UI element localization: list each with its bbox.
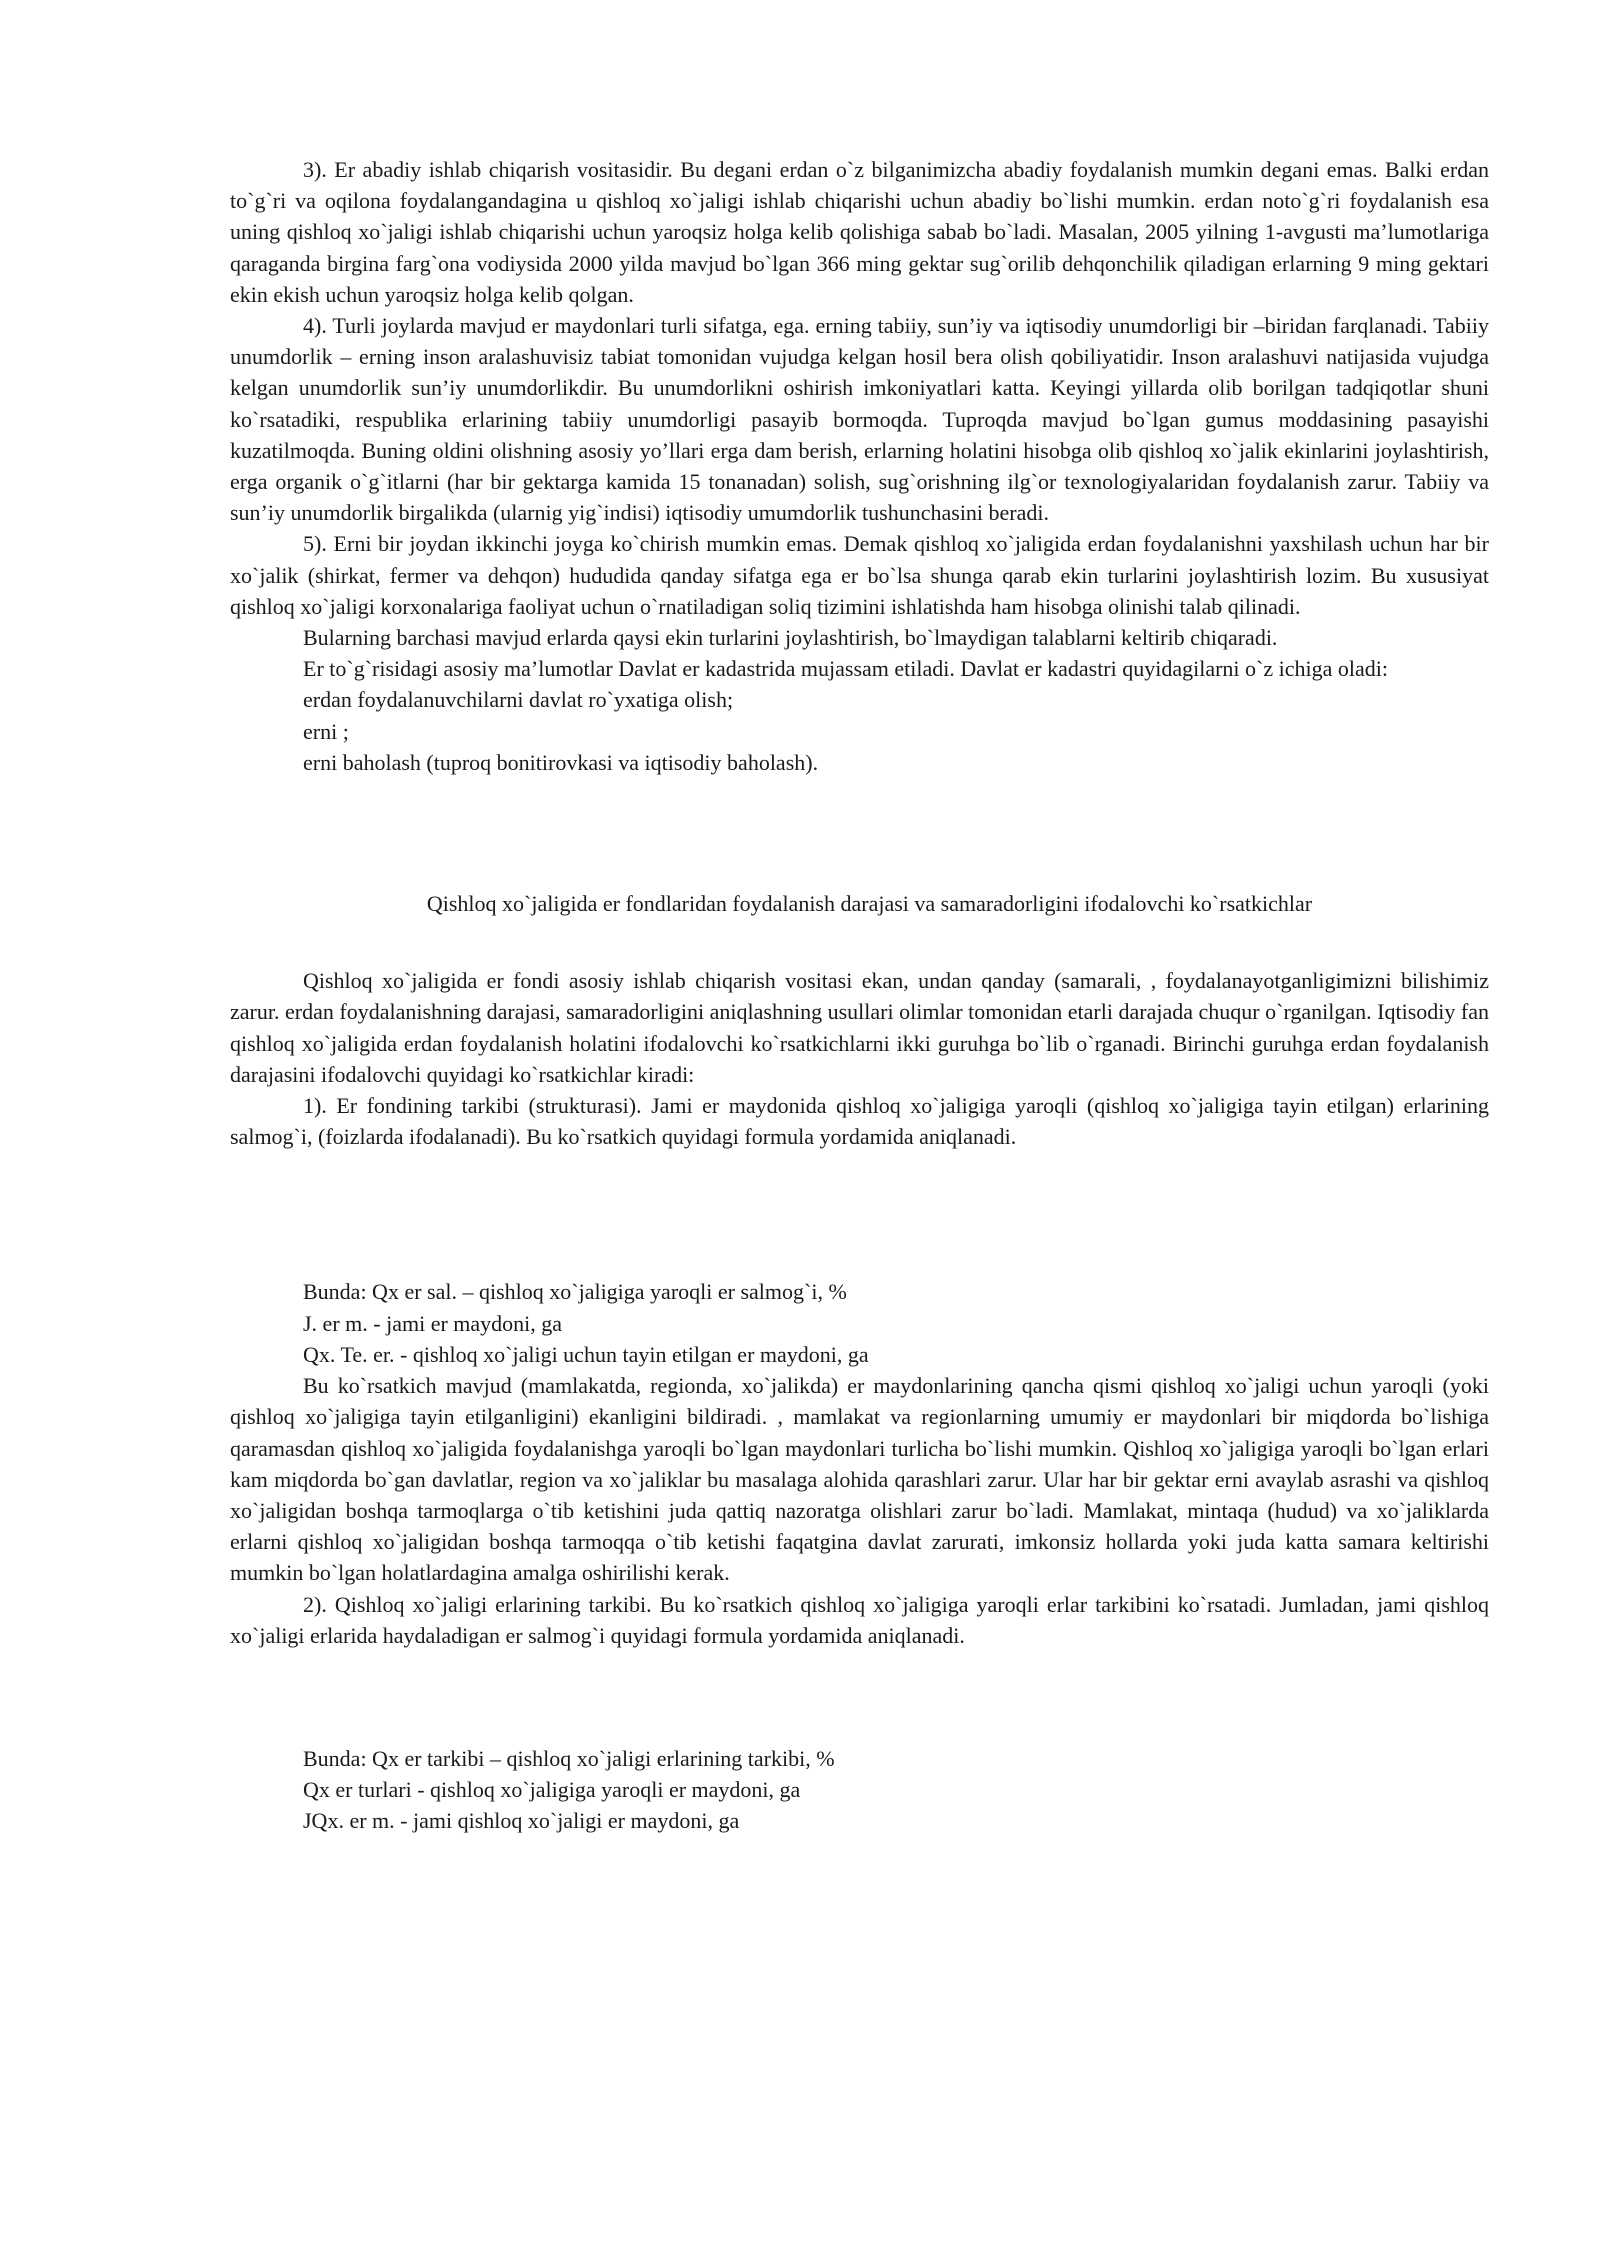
paragraph-indicator-1: 1). Er fondining tarkibi (strukturasi). Jami er maydonida qishloq xo`jaligiga yaroqli (qishloq xo`jaligiga tayin etilgan) erlarining salmog`i, (foizlarda ifodalanadi). Bu ko`rsatkich quyidagi formula yordamida aniqlanadi. [230, 1093, 1489, 1150]
legend-line: Qx. Te. er. - qishloq xo`jaligi uchun tayin etilgan er maydoni, ga [303, 1341, 869, 1367]
paragraph-summary: Bularning barchasi mavjud erlarda qaysi ekin turlarini joylashtirish, bo`lmaydigan talablarni keltirib chiqaradi. [303, 625, 1278, 651]
formula-space [230, 1651, 1489, 1743]
paragraph-explanation: Bu ko`rsatkich mavjud (mamlakatda, regionda, xo`jalikda) er maydonlarining qancha qismi qishloq xo`jaligi uchun yaroqli (yoki qishloq xo`jaligiga tayin etilganligini) ekanligini bildiradi. , mamlakat va regionlarning umumiy er maydonlari bir miqdorda bo`lishiga qaramasdan qishloq xo`jaligida foydalanishga yaroqli bo`lgan maydonlari turlicha bo`lishi mumkin. Qishloq xo`jaligiga yaroqli bo`lgan erlari kam miqdorda bo`gan davlatlar, region va xo`jaliklar bu masalaga alohida qarashlari zarur. Ular har bir gektar erni avaylab asrashi va qishloq xo`jaligidan boshqa tarmoqlarga o`tib ketishini juda qattiq nazoratga olishlari zarur bo`ladi. Mamlakat, mintaqa (hudud) va xo`jaliklarda erlarni qishloq xo`jaligidan boshqa tarmoqqa o`tib ketishi faqatgina davlat zarurati, imkonsiz hollarda yoki juda katta samara keltirishi mumkin bo`lgan holatlardagina amalga oshirilishi kerak. [230, 1373, 1489, 1586]
formula-space [230, 1152, 1489, 1276]
spacer [230, 919, 1489, 965]
legend-line: JQx. er m. - jami qishloq xo`jaligi er maydoni, ga [303, 1808, 740, 1834]
legend-line: J. er m. - jami er maydoni, ga [303, 1310, 563, 1336]
paragraph-cadastre: Er to`g`risidagi asosiy ma’lumotlar Davlat er kadastrida mujassam etiladi. Davlat er kadastri quyidagilarni o`z ichiga oladi: [303, 656, 1388, 682]
paragraph-intro: Qishloq xo`jaligida er fondi asosiy ishlab chiqarish vositasi ekan, undan qanday (samarali, , foydalanayotganligimizni bilishimiz zarur. erdan foydalanishning darajasi, samaradorligini aniqlashning usullari olimlar tomonidan etarli darajada chuqur o`rganilgan. Iqtisodiy fan qishloq xo`jaligida erdan foydalanish holatini ifodalovchi ko`rsatkichlarni ikki guruhga bo`lib o`rganadi. Birinchi guruhga erdan foydalanish darajasini ifodalovchi quyidagi ko`rsatkichlar kiradi: [230, 968, 1489, 1087]
legend-line: Qx er turlari - qishloq xo`jaligiga yaroqli er maydoni, ga [303, 1777, 801, 1803]
paragraph-point-4: 4). Turli joylarda mavjud er maydonlari turli sifatga, ega. erning tabiiy, sun’iy va iqtisodiy unumdorligi bir –biridan farqlanadi. Tabiiy unumdorlik – erning inson aralashuvisiz tabiat tomonidan vujudga kelgan hosil bera olish qobiliyatidir. Inson aralashuvi natijasida vujudga kelgan unumdorlik sun’iy unumdorlikdir. Bu unumdorlikni oshirish imkoniyatlari katta. Keyingi yillarda olib borilgan tadqiqotlar shuni ko`rsatadiki, respublika erlarining tabiiy unumdorligi pasayib bormoqda. Tuproqda mavjud bo`lgan gumus moddasining pasayishi kuzatilmoqda. Buning oldini olishning asosiy yo’llari erga dam berish, erlarning holatini hisobga olib qishloq xo`jalik ekinlarini joylashtirish, erga organik o`g`itlarni (har bir gektarga kamida 15 tonanadan) solish, sug`orishning ilg`or texnologiyalaridan foydalanish zarur. Tabiiy va sun’iy unumdorlik birgalikda (ularnig yig`indisi) iqtisodiy umumdorlik tushunchasini beradi. [230, 313, 1489, 526]
list-item: erdan foydalanuvchilarni davlat ro`yxatiga olish; [303, 687, 734, 713]
paragraph-point-3: 3). Er abadiy ishlab chiqarish vositasidir. Bu degani erdan o`z bilganimizcha abadiy foydalanish mumkin degani emas. Balki erdan to`g`ri va oqilona foydalangandagina u qishloq xo`jaligi ishlab chiqarishi uchun abadiy bo`lishi mumkin. erdan noto`g`ri foydalanish esa uning qishloq xo`jaligi ishlab chiqarishi uchun yaroqsiz holga kelib qolishiga sabab bo`ladi. Masalan, 2005 yilning 1-avgusti ma’lumotlariga qaraganda birgina farg`ona vodiysida 2000 yilda mavjud bo`lgan 366 ming gektar sug`orilib dehqonchilik qiladigan erlarning 9 ming gektari ekin ekish uchun yaroqsiz holga kelib qolgan. [230, 157, 1489, 307]
spacer [230, 778, 1489, 888]
paragraph-point-5: 5). Erni bir joydan ikkinchi joyga ko`chirish mumkin emas. Demak qishloq xo`jaligida erdan foydalanishni yaxshilash uchun har bir xo`jalik (shirkat, fermer va dehqon) hududida qanday sifatga ega er bo`lsa shunga qarab ekin turlarini joylashtirish lozim. Bu xususiyat qishloq xo`jaligi korxonalariga faoliyat uchun o`rnatiladigan soliq tizimini ishlatishda ham hisobga olinishi talab qilinadi. [230, 531, 1489, 619]
section-heading: Qishloq xo`jaligida er fondlaridan foydalanish darajasi va samaradorligini ifodalovchi ko`rsatkichlar [426, 891, 1313, 917]
legend-line: Bunda: Qx er sal. – qishloq xo`jaligiga yaroqli er salmog`i, % [303, 1279, 847, 1305]
list-item: erni ; [303, 718, 349, 744]
legend-line: Bunda: Qx er tarkibi – qishloq xo`jaligi erlarining tarkibi, % [303, 1745, 835, 1771]
paragraph-indicator-2: 2). Qishloq xo`jaligi erlarining tarkibi. Bu ko`rsatkich qishloq xo`jaligiga yaroqli erlar tarkibini ko`rsatadi. Jumladan, jami qishloq xo`jaligi erlarida haydaladigan er salmog`i quyidagi formula yordamida aniqlanadi. [230, 1591, 1489, 1648]
list-item: erni baholash (tuproq bonitirovkasi va iqtisodiy baholash). [303, 749, 819, 775]
